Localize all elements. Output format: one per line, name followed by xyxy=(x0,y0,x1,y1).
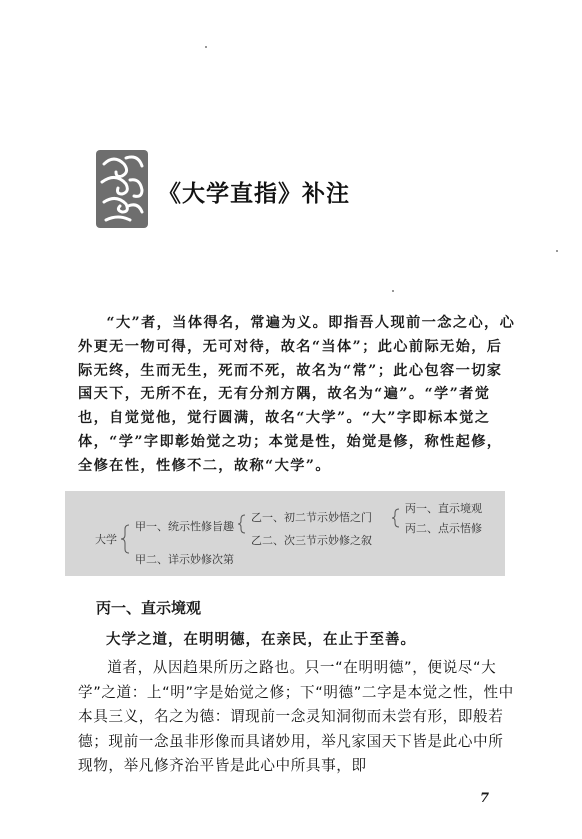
outline-bing1: 丙一、直示境观 xyxy=(405,502,482,515)
outline-jia2: 甲二、详示妙修次第 xyxy=(135,553,234,566)
chapter-title: 《大学直指》补注 xyxy=(158,181,350,207)
intro-paragraph: “大”者，当体得名，常遍为义。即指吾人现前一念之心，心外更无一物可得，无可对待，故名“当体”；此心前际无始，后际无终，生而无生，死而不死，故名为“常”；此心包容一切家国天下，无所不在，无有分剂方隅，故名为“遍”。“学”者觉也，自觉觉他，觉行圆满，故名“大学”。“大”字即标本觉之体，“学”字即彰始觉之功；本觉是性，始觉是修，称性起修，全修在性，性修不二，故称“大学”。 xyxy=(78,315,516,474)
scan-speck xyxy=(392,290,394,292)
scan-speck xyxy=(556,250,558,252)
intro-paragraph-block xyxy=(78,312,516,479)
section-body-block xyxy=(78,656,516,779)
outline-yi2: 乙二、次三节示妙修之叙 xyxy=(251,534,372,547)
outline-yi1: 乙一、初二节示妙悟之门 xyxy=(251,511,372,524)
section-body: 道者，从因趋果所历之路也。只一“在明明德”，便说尽“大学”之道：上“明”字是始觉之修；下“明德”二字是本觉之性，性中本具三义，名之为德：谓现前一念灵知洞彻而未尝有形，即般若德；现前一念虽非形像而具诸妙用，举凡家国天下皆是此心中所现物，举凡修齐治平皆是此心中所具事，即 xyxy=(78,659,514,774)
outline-diagram xyxy=(65,491,505,576)
outline-bing2: 丙二、点示悟修 xyxy=(405,522,482,535)
section-heading: 丙一、直示境观 xyxy=(96,599,202,617)
scan-speck xyxy=(205,46,207,48)
page-number: 7 xyxy=(480,791,490,806)
cloud-emblem-icon xyxy=(96,150,148,228)
outline-jia1: 甲一、统示性修旨趣 xyxy=(135,520,234,533)
outline-root: 大学 xyxy=(95,533,117,546)
section-quote: 大学之道，在明明德，在亲民，在止于至善。 xyxy=(106,631,416,648)
